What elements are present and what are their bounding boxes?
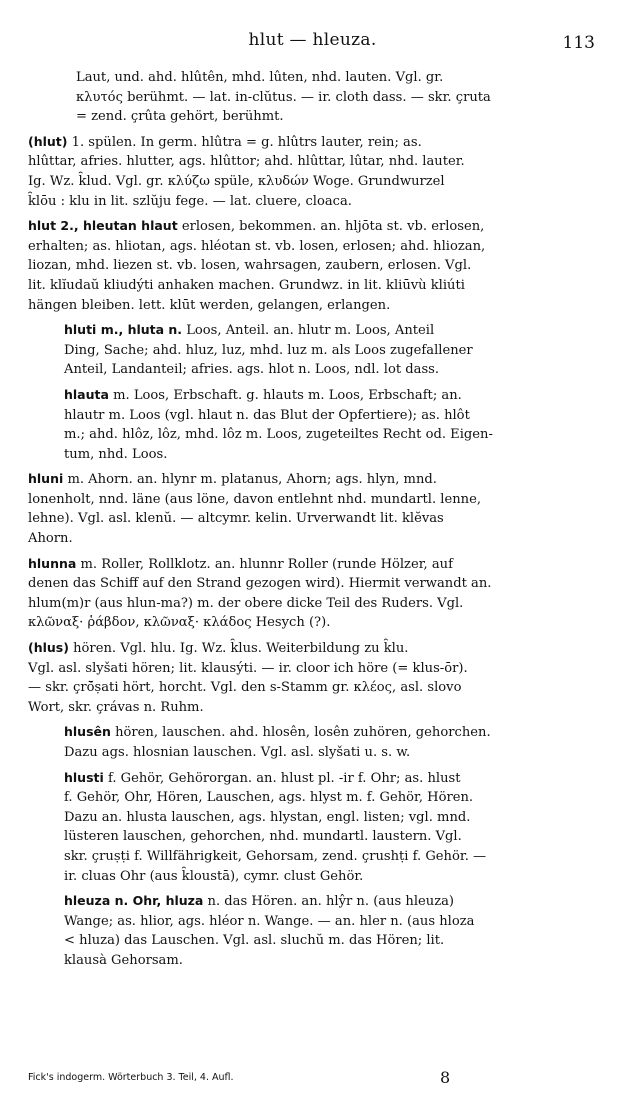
entry-line: hlum(m)r (aus hlun-ma?) m. der obere dicke Teil des Ruders. Vgl. [28,595,464,611]
entry-hlut-2 [28,216,600,315]
entry-hlusti [28,768,600,887]
entry-hlusen [28,722,600,762]
entry-line: Dazu ags. hlosnian lauschen. Vgl. asl. slyšati u. s. w. [64,745,411,760]
entry-line: m. Loos, Erbschaft. g. hlauts m. Loos, Erbschaft; an. [108,387,462,403]
entry-line: erhalten; as. hliotan, ags. hléotan st. vb. losen, erlosen; ahd. hliozan, [28,238,486,254]
entry-line: Ahorn. [28,531,73,547]
headword: hlusên [64,724,111,740]
headword: hluni [28,471,64,487]
entry-line: lüsteren lauschen, gehorchen, nhd. mundartl. laustern. Vgl. [64,829,462,845]
entry-line: — skr. çrō̆ṣati hört, horcht. Vgl. den s-Stamm gr. κλέος, asl. slovo [28,680,462,696]
entry-line: f. Gehör, Ohr, Hören, Lauschen, ags. hlyst m. f. Gehör, Hören. [64,790,474,806]
headword: (hlus) [28,640,69,656]
entry-line: Ding, Sache; ahd. hluz, luz, mhd. luz m. als Loos zugefallener [64,342,473,358]
entry-line: Wange; as. hlior, ags. hléor n. Wange. — an. hler n. (aus hloza [64,913,475,929]
entry-hlunna [28,554,600,633]
entry-line: klausà Gehorsam. [64,952,183,968]
footer-source: Fick's indogerm. Wörterbuch 3. Teil, 4. Aufl. [28,1072,234,1083]
footer-signature: 8 [440,1068,451,1087]
entry-hlut-1 [28,132,600,211]
entry-hlauta [28,385,600,464]
entry-line: tum, nhd. Loos. [64,446,168,462]
entry-line: skr. çruṣṭi f. Willfährigkeit, Gehorsam, zend. çrushṭi f. Gehör. — [64,848,487,864]
entry-line: lehne). Vgl. asl. klenŭ. — altcymr. kelin. Urverwandt lit. klĕvas [28,511,444,527]
entry-hlus [28,638,600,717]
entry-line: Vgl. asl. slyšati hören; lit. klausýti. — ir. cloor ich höre (= klus-ōr). [28,660,468,676]
entry-line: Loos, Anteil. an. hlutr m. Loos, Anteil [182,323,435,339]
entry-line: liozan, mhd. liezen st. vb. losen, wahrsagen, zaubern, erlosen. Vgl. [28,258,472,274]
entry-line: Dazu an. hlusta lauschen, ags. hlystan, engl. listen; vgl. mnd. [64,809,471,825]
entry-line: f. Gehör, Gehörorgan. an. hlust pl. -ir f. Ohr; as. hlust [103,770,461,786]
headword: hlusti [64,769,104,785]
entry-line: k̑lōu : klu in lit. szlŭju fege. — lat. cluere, cloaca. [28,193,352,209]
entry-line: Laut, und. ahd. hlûtên, mhd. lûten, nhd. lauten. Vgl. gr. [76,70,444,85]
entry-line: Ig. Wz. k̑lud. Vgl. gr. κλύζω spüle, κλυδών Woge. Grundwurzel [28,173,445,189]
page-number: 113 [562,33,595,53]
headword: hlunna [28,555,77,571]
entry-line: lonenholt, nnd. läne (aus löne, davon entlehnt nhd. mundartl. lenne, [28,491,482,507]
entry-line: hören, lauschen. ahd. hlosên, losên zuhören, gehorchen. [110,725,491,741]
entry-line: m. Roller, Rollklotz. an. hlunnr Roller (runde Hölzer, auf [76,556,453,572]
entries-column [28,68,600,976]
entry-line: κλυτός berühmt. — lat. in-clŭtus. — ir. cloth dass. — skr. çruta [76,89,491,105]
headword: hlut 2., hleutan hlaut [28,218,178,234]
entry-line: erlosen, bekommen. an. hljōta st. vb. erlosen, [177,219,485,235]
entry-continuation [28,68,600,127]
entry-line: < hluza) das Lauschen. Vgl. asl. sluchŭ m. das Hören; lit. [64,933,445,949]
entry-line: n. das Hören. an. hlŷr n. (aus hleuza) [203,894,455,910]
entry-line: hören. Vgl. hlu. Ig. Wz. k̑lus. Weiterbildung zu k̑lu. [68,641,409,657]
headword: hluti m., hluta n. [64,322,183,338]
entry-line: denen das Schiff auf den Strand gezogen wird). Hiermit verwandt an. [28,576,492,592]
headword: hleuza n. Ohr, hluza [64,893,204,909]
entry-line: 1. spülen. In germ. hlûtra = g. hlûtrs lauter, rein; as. [67,134,422,150]
entry-hluni [28,469,600,548]
entry-line: ir. cluas Ohr (aus k̑loustā), cymr. clust Gehör. [64,868,364,884]
entry-line: hängen bleiben. lett. klūt werden, gelangen, erlangen. [28,297,391,313]
entry-line: lit. klĭudaŭ kliudýti anhaken machen. Grundwz. in lit. kliūvù kliúti [28,277,465,293]
entry-hluti [28,320,600,380]
entry-line: m.; ahd. hlôz, lôz, mhd. lôz m. Loos, zugeteiltes Recht od. Eigen- [64,427,493,443]
entry-line: Anteil, Landanteil; afries. ags. hlot n. Loos, ndl. lot dass. [64,362,440,378]
entry-line: m. Ahorn. an. hlynr m. platanus, Ahorn; ags. hlyn, mnd. [63,472,437,488]
headword: (hlut) [28,133,68,149]
entry-line: κλῶναξ· ῥάβδον, κλῶναξ· κλάδος Hesych (?). [28,615,331,631]
entry-line: hlûttar, afries. hlutter, ags. hlûttor; ahd. hlûttar, lûtar, nhd. lauter. [28,154,465,170]
entry-hleuza [28,891,600,970]
entry-line: = zend. çrûta gehört, berühmt. [76,109,284,125]
headword: hlauta [64,386,109,402]
entry-line: hlautr m. Loos (vgl. hlaut n. das Blut der Opfertiere); as. hlôt [64,407,470,423]
running-head: hlut — hleuza. [248,30,377,50]
entry-line: Wort, skr. çrávas n. Ruhm. [28,699,204,715]
